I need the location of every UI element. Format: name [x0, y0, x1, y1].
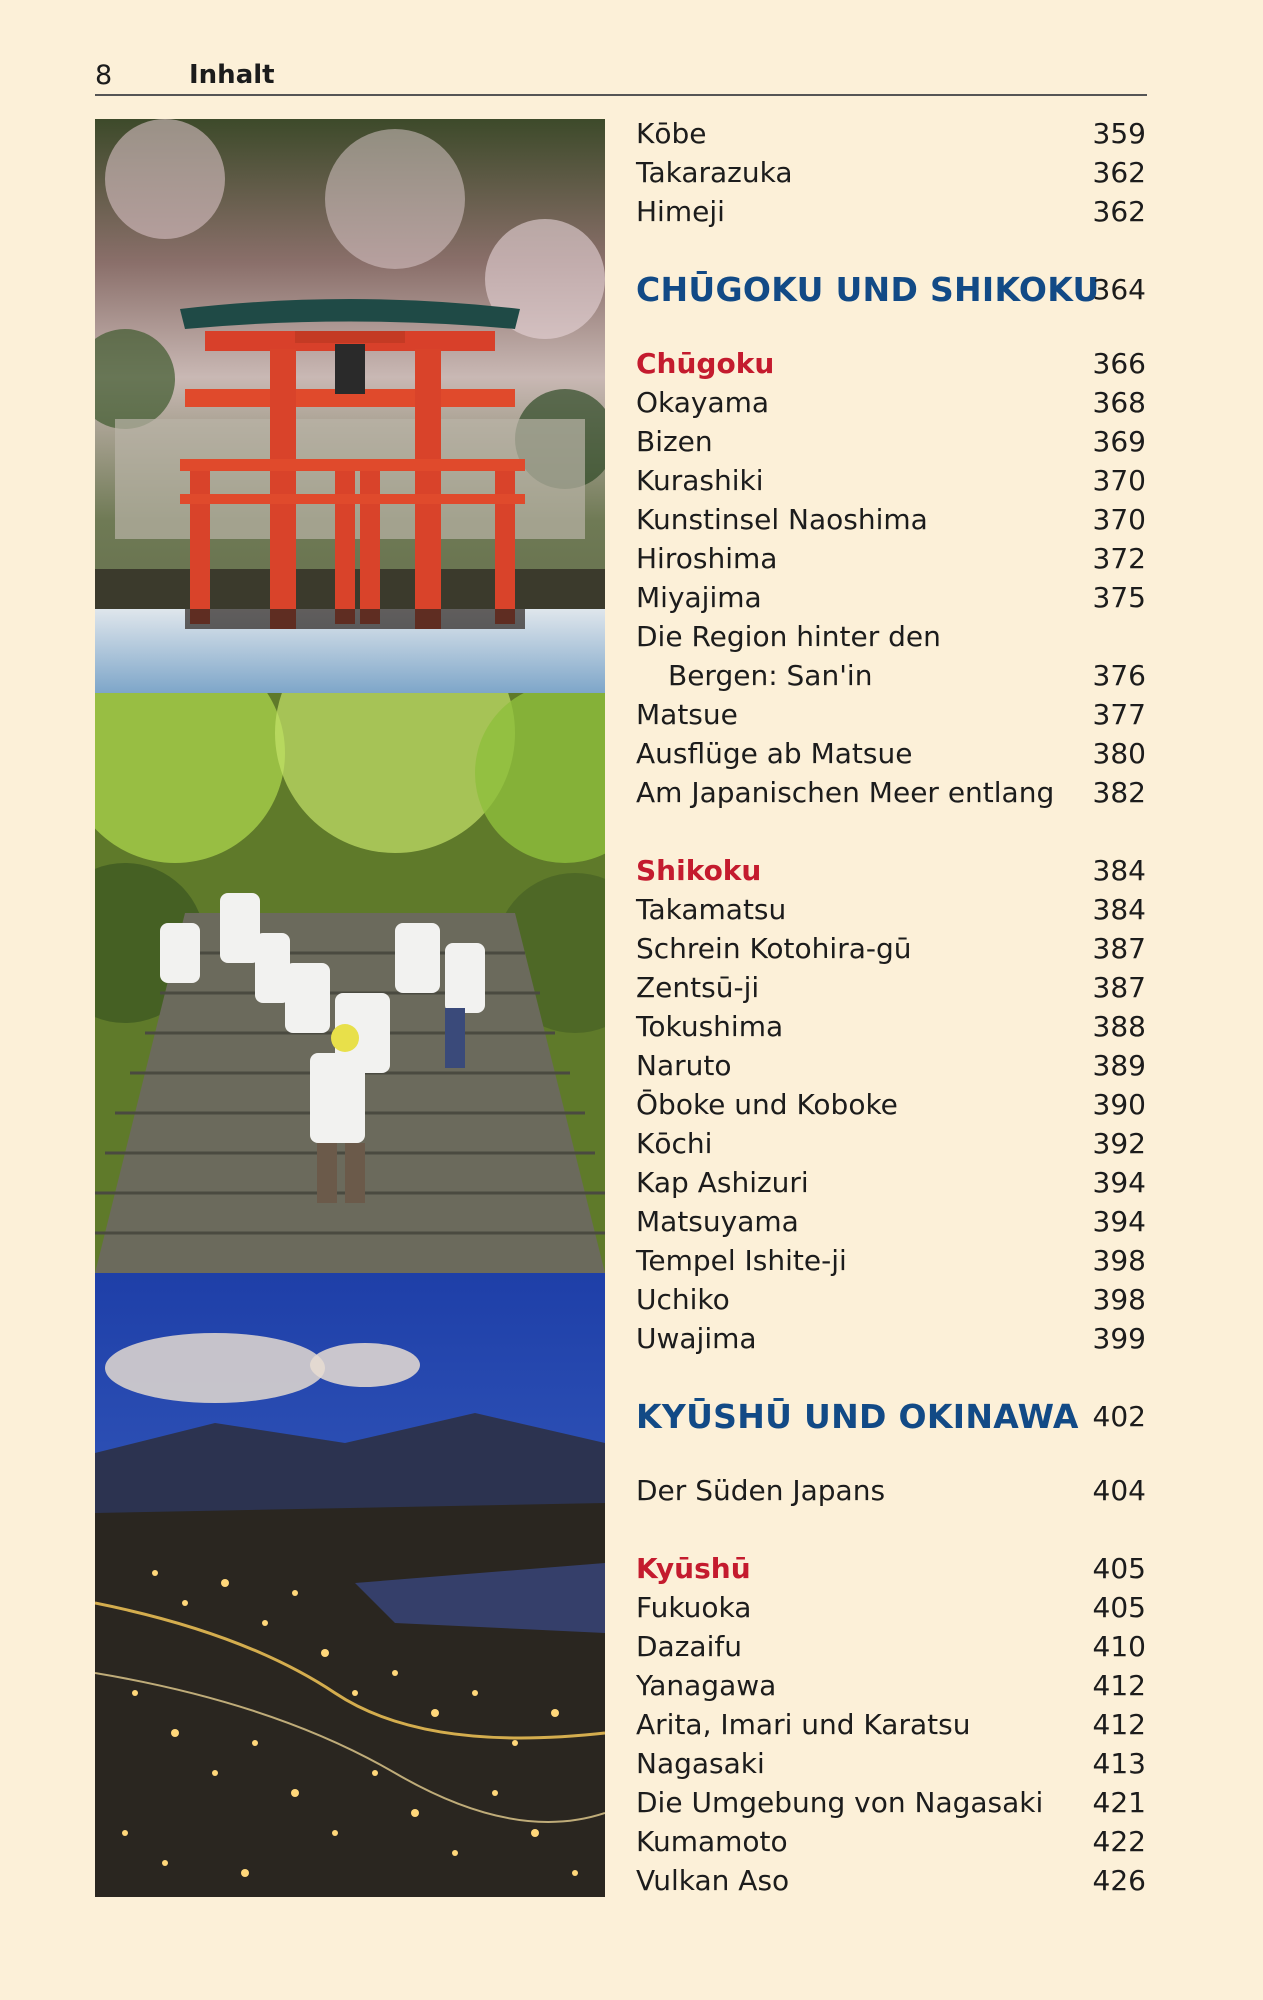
toc-region-heading[interactable]: Shikoku 384 — [636, 854, 1146, 887]
toc-entry[interactable]: Ōboke und Koboke 390 — [636, 1088, 1146, 1121]
toc-entry[interactable]: Naruto 389 — [636, 1049, 1146, 1082]
toc-entry[interactable]: Die Region hinter den — [636, 620, 941, 653]
toc-entry[interactable]: Takarazuka 362 — [636, 156, 1146, 189]
toc-entry[interactable]: Miyajima 375 — [636, 581, 1146, 614]
toc-entry[interactable]: Kurashiki 370 — [636, 464, 1146, 497]
photo-column — [95, 119, 605, 1897]
toc-entry[interactable]: Himeji 362 — [636, 195, 1146, 228]
toc-entry[interactable]: Kumamoto 422 — [636, 1825, 1146, 1858]
toc-entry[interactable]: Ausflüge ab Matsue 380 — [636, 737, 1146, 770]
toc-entry[interactable]: Der Süden Japans 404 — [636, 1474, 1146, 1507]
toc-entry[interactable]: Vulkan Aso 426 — [636, 1864, 1146, 1897]
toc-entry[interactable]: Bizen 369 — [636, 425, 1146, 458]
toc-entry[interactable]: Kap Ashizuri 394 — [636, 1166, 1146, 1199]
toc-entry[interactable]: Uwajima 399 — [636, 1322, 1146, 1355]
toc-entry[interactable]: Am Japanischen Meer entlang 382 — [636, 776, 1146, 809]
toc-entry[interactable]: Die Umgebung von Nagasaki 421 — [636, 1786, 1146, 1819]
toc-entry[interactable]: Kunstinsel Naoshima 370 — [636, 503, 1146, 536]
toc-entry[interactable]: Yanagawa 412 — [636, 1669, 1146, 1702]
toc-entry[interactable]: Fukuoka 405 — [636, 1591, 1146, 1624]
toc-entry[interactable]: Bergen: San'in 376 — [668, 659, 1146, 692]
section-title: Inhalt — [189, 60, 275, 90]
pilgrims-on-stairs-photo — [95, 693, 605, 1273]
page-number: 8 — [95, 60, 113, 91]
toc-entry[interactable]: Zentsū-ji 387 — [636, 971, 1146, 1004]
page-header — [95, 54, 1147, 96]
table-of-contents — [636, 114, 1146, 1900]
toc-chapter-heading[interactable]: CHŪGOKU UND SHIKOKU 364 — [636, 270, 1146, 309]
toc-entry[interactable]: Kōchi 392 — [636, 1127, 1146, 1160]
toc-entry[interactable]: Uchiko 398 — [636, 1283, 1146, 1316]
toc-entry[interactable]: Arita, Imari und Karatsu 412 — [636, 1708, 1146, 1741]
toc-entry[interactable]: Nagasaki 413 — [636, 1747, 1146, 1780]
toc-entry[interactable]: Schrein Kotohira-gū 387 — [636, 932, 1146, 965]
night-city-photo — [95, 1273, 605, 1897]
toc-entry[interactable]: Tokushima 388 — [636, 1010, 1146, 1043]
toc-entry[interactable]: Kōbe 359 — [636, 117, 1146, 150]
toc-entry[interactable]: Matsue 377 — [636, 698, 1146, 731]
toc-chapter-heading[interactable]: KYŪSHŪ UND OKINAWA 402 — [636, 1397, 1146, 1436]
toc-entry[interactable]: Okayama 368 — [636, 386, 1146, 419]
toc-region-heading[interactable]: Chūgoku 366 — [636, 347, 1146, 380]
toc-region-heading[interactable]: Kyūshū 405 — [636, 1552, 1146, 1585]
toc-entry[interactable]: Takamatsu 384 — [636, 893, 1146, 926]
torii-gate-photo — [95, 119, 605, 693]
toc-entry[interactable]: Hiroshima 372 — [636, 542, 1146, 575]
toc-entry[interactable]: Dazaifu 410 — [636, 1630, 1146, 1663]
toc-entry[interactable]: Tempel Ishite-ji 398 — [636, 1244, 1146, 1277]
toc-entry[interactable]: Matsuyama 394 — [636, 1205, 1146, 1238]
